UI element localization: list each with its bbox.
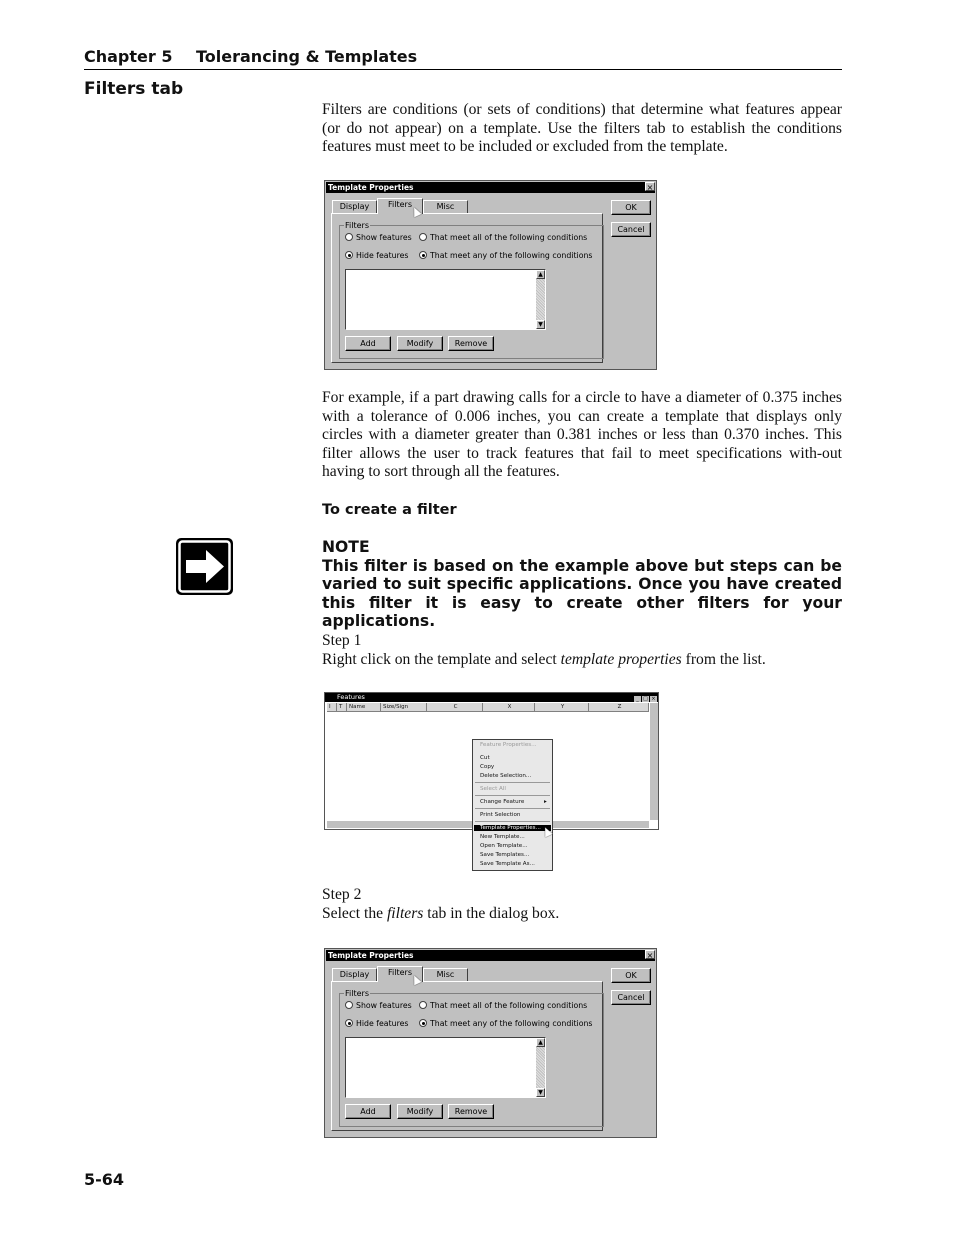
radio-hide-features[interactable]: Hide features: [345, 251, 408, 260]
radio-meet-all[interactable]: That meet all of the following conditions: [419, 1001, 587, 1010]
features-title: Features _ □ ×: [325, 693, 658, 702]
chapter-title: Tolerancing & Templates: [196, 47, 418, 66]
menu-item-open-template[interactable]: Open Template...: [480, 843, 528, 849]
step1-text: Right click on the template and select template properties from the list.: [322, 650, 766, 668]
listbox-scrollbar[interactable]: [536, 270, 545, 329]
radio-selected-icon: [419, 251, 427, 259]
radio-circle-icon: [345, 1001, 353, 1009]
chapter-header: [84, 47, 842, 70]
cancel-button[interactable]: Cancel: [611, 222, 651, 237]
menu-item-cut[interactable]: Cut: [480, 755, 490, 761]
menu-item-new-template[interactable]: New Template...: [480, 834, 525, 840]
column-header[interactable]: Z: [589, 703, 649, 711]
close-icon[interactable]: ×: [646, 951, 654, 960]
remove-button[interactable]: Remove: [448, 1104, 494, 1119]
radio-selected-icon: [419, 1019, 427, 1027]
minimize-icon[interactable]: _: [634, 696, 641, 702]
scroll-up-icon[interactable]: ▲: [536, 1038, 545, 1047]
radio-meet-any[interactable]: That meet any of the following conditions: [419, 251, 592, 260]
add-button[interactable]: Add: [345, 336, 391, 351]
note-arrow-icon: [175, 537, 234, 596]
conditions-listbox[interactable]: [345, 269, 546, 330]
tab-filters[interactable]: Filters: [377, 198, 423, 214]
column-header[interactable]: Size/Sign: [381, 703, 427, 711]
dialog-title: Template Properties: [326, 950, 655, 961]
section-title: Filters tab: [84, 79, 184, 99]
intro-paragraph: Filters are conditions (or sets of conditions) that determine what features appear (or do not appear) on a template. Use the filters tab to establish the conditions features must meet to be included or excluded from the template.: [322, 101, 842, 155]
menu-item-save-templates[interactable]: Save Templates...: [480, 852, 530, 858]
window-buttons: [633, 694, 657, 703]
close-icon[interactable]: ×: [646, 183, 654, 192]
radio-selected-icon: [345, 1019, 353, 1027]
cancel-button[interactable]: Cancel: [611, 990, 651, 1005]
radio-meet-any[interactable]: That meet any of the following conditions: [419, 1019, 592, 1028]
menu-item-change-feature[interactable]: Change Feature: [480, 799, 525, 805]
step2-text: Select the filters tab in the dialog box.: [322, 904, 560, 922]
scroll-down-icon[interactable]: ▼: [536, 320, 545, 329]
add-button[interactable]: Add: [345, 1104, 391, 1119]
radio-show-features[interactable]: Show features: [345, 233, 412, 242]
step2-label: Step 2: [322, 886, 362, 903]
radio-hide-features[interactable]: Hide features: [345, 1019, 408, 1028]
ok-button[interactable]: OK: [611, 968, 651, 983]
features-vertical-scrollbar[interactable]: [650, 703, 658, 820]
column-header[interactable]: C: [427, 703, 483, 711]
filters-panel: [331, 213, 603, 363]
column-header[interactable]: Name: [347, 703, 381, 711]
filters-group-label: Filters: [345, 989, 369, 998]
menu-item-copy[interactable]: Copy: [480, 764, 495, 770]
menu-item-delete-selection[interactable]: Delete Selection...: [480, 773, 532, 779]
radio-circle-icon: [419, 233, 427, 241]
menu-item-select-all[interactable]: Select All: [480, 786, 506, 792]
features-column-headers: [327, 703, 649, 712]
radio-circle-icon: [419, 1001, 427, 1009]
column-header[interactable]: T: [337, 703, 347, 711]
chapter-number: Chapter 5: [84, 47, 173, 66]
template-properties-dialog-filters: [324, 948, 657, 1138]
subheading-create-filter: To create a filter: [322, 502, 457, 518]
scroll-up-icon[interactable]: ▲: [536, 270, 545, 279]
tab-display[interactable]: Display: [332, 968, 377, 981]
menu-separator: [475, 821, 550, 822]
close-icon[interactable]: ×: [651, 696, 656, 702]
tab-display[interactable]: Display: [332, 200, 377, 213]
note-block: [322, 538, 842, 631]
radio-show-features[interactable]: Show features: [345, 1001, 412, 1010]
menu-separator: [475, 795, 550, 796]
menu-item-template-properties[interactable]: Template Properties...: [474, 825, 551, 831]
menu-item-feature-properties[interactable]: Feature Properties...: [480, 742, 537, 748]
menu-item-print-selection[interactable]: Print Selection: [480, 812, 521, 818]
maximize-icon[interactable]: □: [643, 696, 648, 702]
context-menu: [472, 739, 553, 871]
column-header[interactable]: I: [327, 703, 337, 711]
column-header[interactable]: X: [483, 703, 535, 711]
dialog-title: Template Properties: [326, 182, 655, 193]
listbox-scrollbar[interactable]: [536, 1038, 545, 1097]
example-paragraph: For example, if a part drawing calls for a circle to have a diameter of 0.375 inches with a tolerance of 0.006 inches, you can create a template that displays only circles with a diameter greater than 0.381 inches or less than 0.370 inches. This filter allows the user to track features that fail to meet specifications with-out having to sort through all the features.: [322, 389, 842, 480]
radio-circle-icon: [345, 233, 353, 241]
modify-button[interactable]: Modify: [397, 336, 443, 351]
step1-label: Step 1: [322, 632, 362, 649]
radio-meet-all[interactable]: That meet all of the following conditions: [419, 233, 587, 242]
step2-block: [322, 886, 842, 923]
remove-button[interactable]: Remove: [448, 336, 494, 351]
note-text: This filter is based on the example above but steps can be varied to suit specific applications. Once you have created this filter it is easy to create other filters for your applications.: [322, 556, 842, 630]
filters-group-label: Filters: [345, 221, 369, 230]
note-label: NOTE: [322, 538, 370, 556]
modify-button[interactable]: Modify: [397, 1104, 443, 1119]
menu-item-save-template-as[interactable]: Save Template As...: [480, 861, 535, 867]
tab-filters[interactable]: Filters: [377, 966, 423, 982]
submenu-arrow-icon: ▸: [544, 799, 547, 805]
page-number: 5-64: [84, 1170, 125, 1189]
menu-separator: [475, 782, 550, 783]
template-properties-dialog: [324, 180, 657, 370]
tab-misc[interactable]: Misc: [423, 968, 468, 981]
radio-selected-icon: [345, 251, 353, 259]
column-header[interactable]: Y: [535, 703, 589, 711]
step1-block: [322, 632, 842, 669]
conditions-listbox[interactable]: [345, 1037, 546, 1098]
menu-separator: [475, 808, 550, 809]
scroll-down-icon[interactable]: ▼: [536, 1088, 545, 1097]
ok-button[interactable]: OK: [611, 200, 651, 215]
tab-misc[interactable]: Misc: [423, 200, 468, 213]
filters-panel: [331, 981, 603, 1131]
